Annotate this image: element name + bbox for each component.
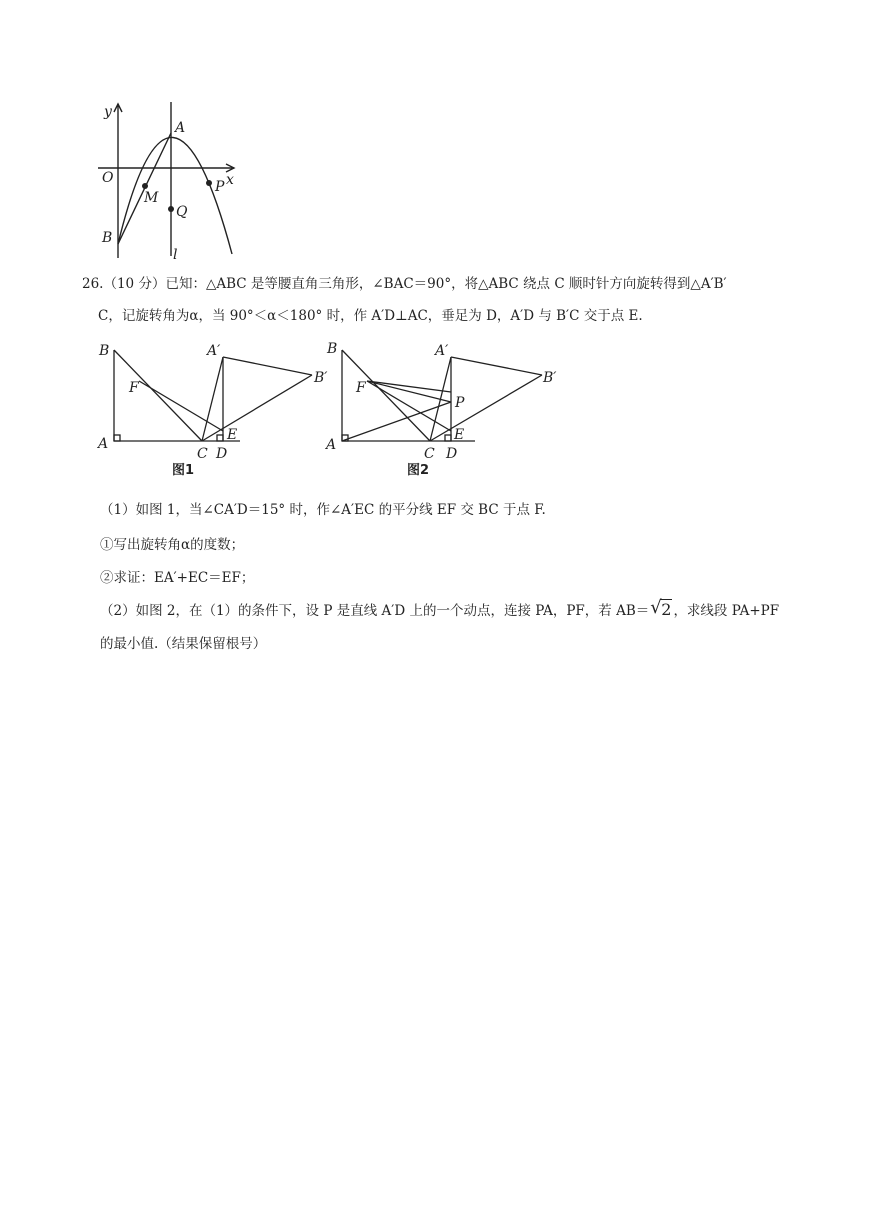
part-1-a: ①写出旋转角α的度数； <box>100 537 245 553</box>
segment-cb1 <box>430 375 542 441</box>
problem-line-2: C，记旋转角为α，当 90°＜α＜180° 时，作 A′D⊥AC，垂足为 D，A′D 与 B′C 交于点 E. <box>98 308 643 324</box>
label-a1: A′ <box>207 343 221 359</box>
segment-fp-extended <box>367 381 451 392</box>
figure-2-caption: 图2 <box>407 463 430 478</box>
figure-1 <box>92 340 332 490</box>
point-m <box>142 183 148 189</box>
part-2-line-2: 的最小值.（结果保留根号） <box>100 636 267 652</box>
label-a: A <box>98 436 109 452</box>
label-d: D <box>216 446 228 462</box>
parabola-figure <box>90 96 250 266</box>
label-e: E <box>454 427 465 443</box>
label-e: E <box>227 427 238 443</box>
part-2-before: （2）如图 2，在（1）的条件下，设 P 是直线 A′D 上的一个动点，连接 PA，PF，若 AB＝ <box>100 603 650 619</box>
right-angle-d <box>445 435 451 441</box>
segment-a1b1 <box>223 357 312 375</box>
label-p: P <box>215 179 225 195</box>
sqrt-expression <box>650 597 672 620</box>
segment-bc <box>114 350 202 441</box>
label-f: F <box>356 380 366 396</box>
label-a: A <box>326 437 337 453</box>
part-1: （1）如图 1，当∠CA′D＝15° 时，作∠A′EC 的平分线 EF 交 BC 于点 F. <box>100 502 546 518</box>
label-b1: B′ <box>314 370 328 386</box>
segment-pf <box>367 381 451 402</box>
sqrt-icon: √ <box>650 597 662 618</box>
part-2 <box>100 597 780 621</box>
right-angle-d <box>217 435 223 441</box>
label-x: x <box>226 172 234 188</box>
segment-a1b1 <box>451 357 542 375</box>
label-c: C <box>424 446 435 462</box>
label-p: P <box>455 395 465 411</box>
segment-cb1 <box>202 375 312 441</box>
label-b1: B′ <box>543 370 557 386</box>
part-1-b: ②求证：EA′+EC＝EF； <box>100 570 255 586</box>
label-b: B <box>327 341 338 357</box>
label-l: l <box>173 247 178 263</box>
figure-1-caption: 图1 <box>172 463 195 478</box>
label-q: Q <box>176 204 188 220</box>
figure-2 <box>320 340 580 490</box>
point-q <box>168 206 174 212</box>
point-p <box>206 180 212 186</box>
label-a1: A′ <box>435 343 449 359</box>
part-2-after: ，求线段 PA+PF <box>673 603 780 619</box>
label-o: O <box>102 170 114 186</box>
label-b: B <box>99 343 110 359</box>
label-c: C <box>197 446 208 462</box>
label-d: D <box>446 446 458 462</box>
label-m: M <box>144 190 159 206</box>
sqrt-radicand: 2 <box>661 600 672 619</box>
right-angle-a <box>114 435 120 441</box>
label-y: y <box>104 104 112 120</box>
label-a: A <box>175 120 186 136</box>
label-b: B <box>102 230 113 246</box>
label-f: F <box>129 380 139 396</box>
parabola-curve <box>118 137 232 254</box>
problem-line-1: 26.（10 分）已知：△ABC 是等腰直角三角形，∠BAC＝90°，将△ABC 绕点 C 顺时针方向旋转得到△A′B′ <box>82 276 727 292</box>
